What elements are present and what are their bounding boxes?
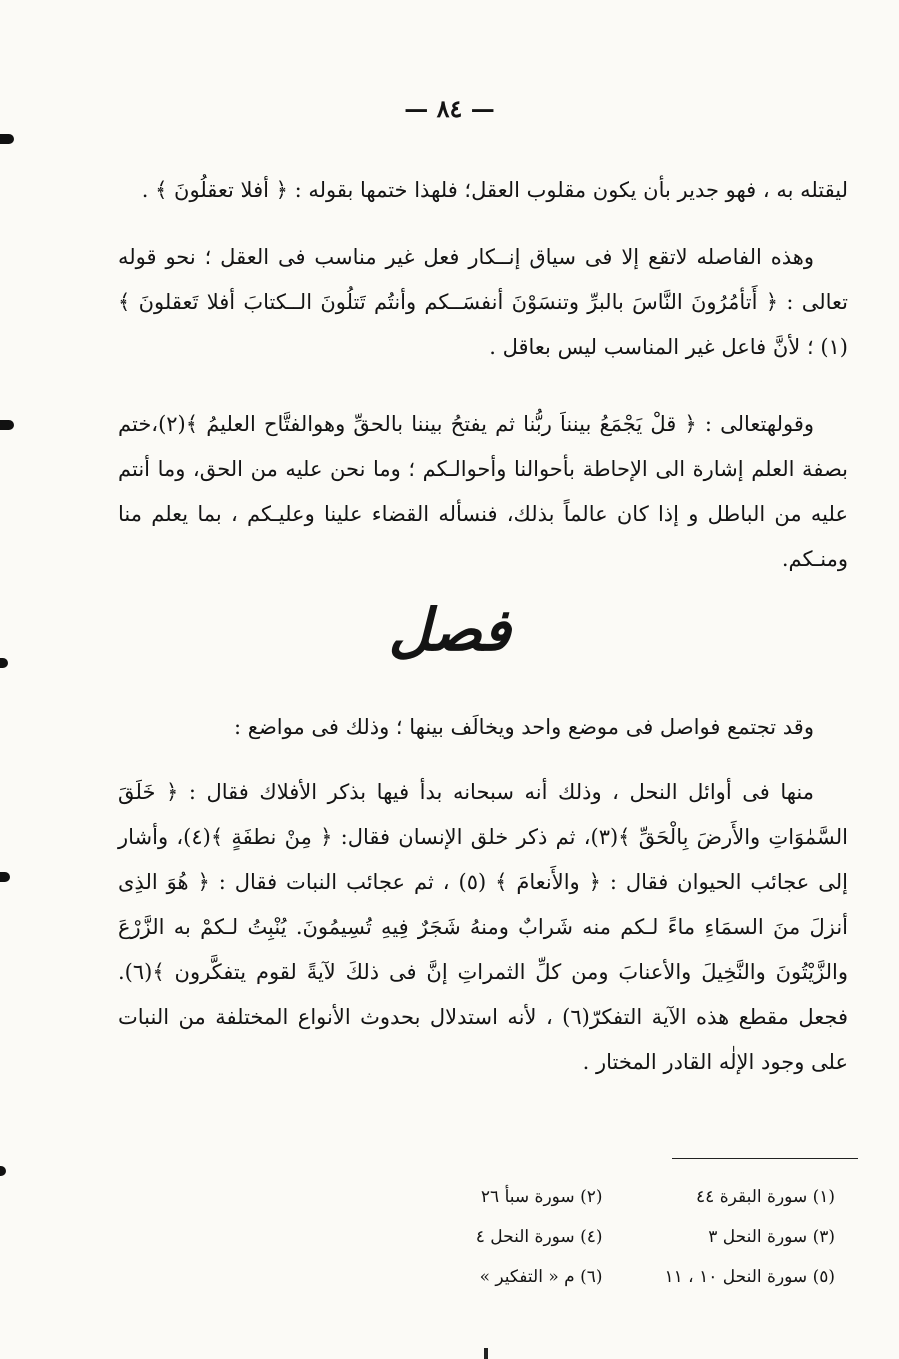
- scan-mark: [484, 1348, 488, 1359]
- section-heading: فصل: [388, 596, 511, 664]
- footnote-4: (٤) سورة النحل ٤: [475, 1227, 603, 1247]
- text-block-3: [118, 402, 848, 582]
- footnote-3: (٣) سورة النحل ٣: [708, 1227, 835, 1247]
- paragraph-3: وقولهتعالى : ﴿ قلْ يَجْمَعُ بينناَ ربُّنا ثم يفتحُ بيننا بالحقِّ وهوالفتَّاح العليمُ ﴾(٢)،ختم بصفة العلم إشارة الى الإحاطة بأحوالنا وأحوالـكم ؛ وما نحن عليه من الحق، وما أنتم عليه من الباطل و إذا كان عالماً بذلك، فنسأله القضاء علينا وعليـكم ، بما يعلم منا ومنـكم.: [118, 412, 848, 571]
- footnote-1: (١) سورة البقرة ٤٤: [696, 1187, 835, 1207]
- footnote-6: (٦) م « التفكير »: [479, 1267, 603, 1287]
- paragraph-2: وهذه الفاصله لاتقع إلا فى سياق إنــكار فعل غير مناسب فى العقل ؛ نحو قوله تعالى : ﴿ أَتأمُرُونَ النَّاسَ بالبرِّ وتنسَوْنَ أنفسَــكم وأنتُم تَتلُونَ الــكتابَ أفلا تَعقلونَ ﴾ (١) ؛ لأنَّ فاعل غير المناسب ليس بعاقل .: [118, 245, 848, 359]
- paragraph-1: ليقتله به ، فهو جدير بأن يكون مقلوب العقل؛ فلهذا ختمها بقوله : ﴿ أفلا تعقلُونَ ﴾ .: [141, 178, 848, 202]
- text-block-5: [118, 770, 848, 1085]
- text-block-2: [118, 235, 848, 370]
- binding-mark: [0, 872, 10, 882]
- section-intro: وقد تجتمع فواصل فى موضع واحد ويخالَف بينها ؛ وذلك فى مواضع :: [234, 715, 814, 739]
- footnote-2: (٢) سورة سبأ ٢٦: [480, 1187, 603, 1207]
- text-block-1: [118, 168, 848, 213]
- page-number: — ٨٤ —: [404, 94, 495, 123]
- binding-mark: [0, 420, 14, 430]
- section-paragraph: منها فى أوائل النحل ، وذلك أنه سبحانه بدأ فيها بذكر الأفلاك فقال : ﴿ خَلَقَ السَّمٰوَاتِ والأَرضَ بِالْحَقِّ ﴾(٣)، ثم ذكر خلق الإنسان فقال: ﴿ مِنْ نطفَةٍ ﴾(٤)، وأشار إلى عجائب الحيوان فقال : ﴿ والأَنعامَ ﴾ (٥) ، ثم عجائب النبات فقال : ﴿ هُوَ الذِى أنزلَ منَ السمَاءِ ماءً لـكم منه شَرابٌ ومنهُ شَجَرٌ فِيهِ تُسِيمُونَ. يُنْبِتُ لـكمْ به الزَّرْعَ والزَّيْتُونَ والنَّخِيلَ والأعنابَ ومن كلِّ الثمراتِ إنَّ فى ذلكَ لآيةً لقوم يتفكَّرون ﴾(٦). فجعل مقطع هذه الآية التفكرّ(٦) ، لأنه استدلال بحدوث الأنواع المختلفة من النبات على وجود الإلٰه القادر المختار .: [118, 780, 849, 1074]
- footnote-divider: [672, 1158, 858, 1159]
- binding-mark: [0, 134, 14, 144]
- text-block-4: [118, 705, 848, 750]
- binding-mark: [0, 1166, 6, 1176]
- footnote-5: (٥) سورة النحل ١٠ ، ١١: [664, 1267, 835, 1287]
- footnotes: [400, 1180, 835, 1294]
